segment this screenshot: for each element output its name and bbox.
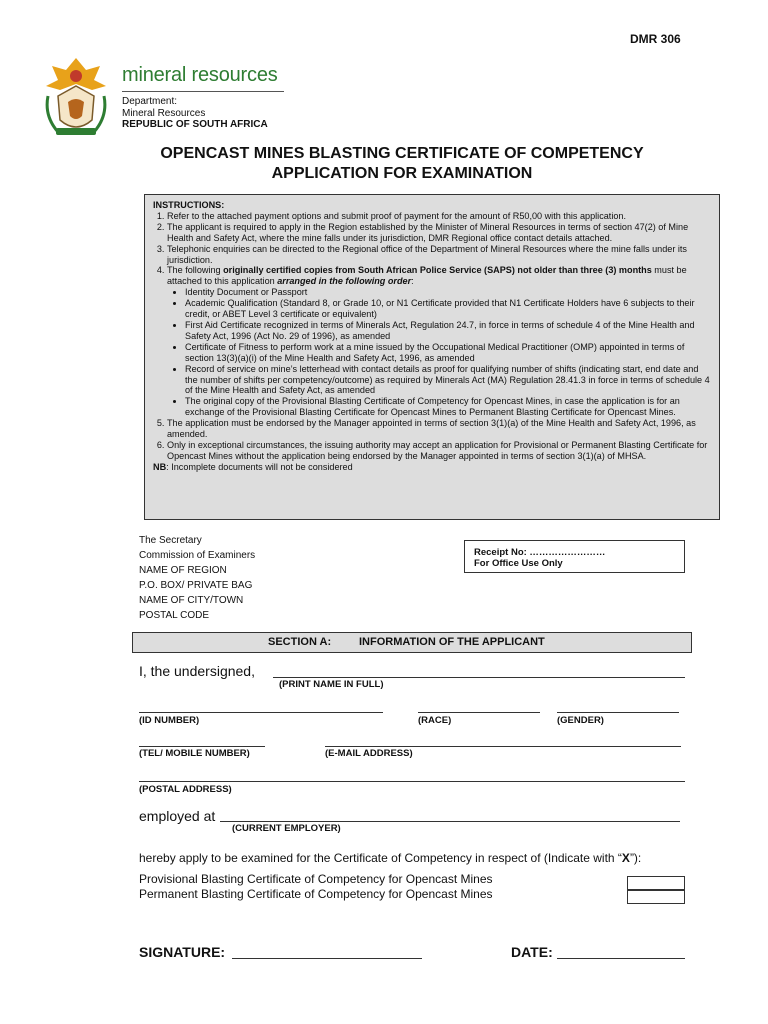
- employer-field[interactable]: [220, 821, 680, 822]
- email-caption: (E-MAIL ADDRESS): [325, 748, 413, 759]
- instruction-text: must be attached to this application: [167, 265, 687, 287]
- option-permanent: Permanent Blasting Certificate of Competency for Opencast Mines: [139, 887, 493, 901]
- instructions-box: [144, 194, 720, 520]
- receipt-box: [464, 540, 685, 573]
- id-number-field[interactable]: [139, 712, 383, 713]
- instruction-item: 1. Refer to the attached payment options and submit proof of payment for the amount of R50,00 with this application.: [167, 211, 711, 222]
- gender-caption: (GENDER): [557, 715, 604, 726]
- office-use-label: For Office Use Only: [474, 558, 563, 569]
- required-document: • Certificate of Fitness to perform work at a mine issued by the Occupational Medical Practitioner (OMP) appointed in terms of section 13(3)(a)(i) of the Mine Health and Safety Act, 1996, as amended: [185, 342, 711, 364]
- date-field[interactable]: [557, 958, 685, 959]
- address-line: NAME OF CITY/TOWN: [139, 595, 244, 606]
- required-document: • The original copy of the Provisional Blasting Certificate of Competency for Opencast Mines, in case the application is for an exchange of the Provisional Blasting Certificate for Opencast Mines to Permanent Blasting Certificate for Opencast Mines.: [185, 396, 711, 418]
- address-line: P.O. BOX/ PRIVATE BAG: [139, 580, 253, 591]
- tel-field[interactable]: [139, 746, 265, 747]
- department-block: [122, 96, 268, 131]
- employer-caption: (CURRENT EMPLOYER): [232, 823, 341, 834]
- postal-address-field[interactable]: [139, 781, 685, 782]
- nb-label: NB: [153, 461, 167, 472]
- race-field[interactable]: [418, 712, 540, 713]
- apply-text: hereby apply to be examined for the Certificate of Competency in respect of (Indicate with “: [139, 851, 622, 865]
- instruction-item: 3. Telephonic enquiries can be directed to the Regional office of the Department of Mineral Resources where the mine falls under its jurisdiction.: [167, 244, 711, 266]
- provisional-checkbox[interactable]: [627, 876, 685, 890]
- section-title: INFORMATION OF THE APPLICANT: [359, 636, 545, 648]
- instruction-text: :: [411, 276, 414, 287]
- form-title: OPENCAST MINES BLASTING CERTIFICATE OF COMPETENCY: [160, 145, 644, 162]
- instruction-item: 6. Only in exceptional circumstances, the issuing authority may accept an application for Provisional or Permanent Blasting Certificate for Opencast Mines without the application being endorsed by the Manager appointed in terms of section 3(1)(a) of MHSA.: [167, 440, 711, 462]
- instruction-item: 5. The application must be endorsed by the Manager appointed in terms of section 3(1)(a) of the Mine Health and Safety Act, 1996, as amended.: [167, 418, 711, 440]
- address-line: Commission of Examiners: [139, 550, 256, 561]
- recipient-address: [139, 533, 255, 623]
- instruction-item: [167, 265, 711, 418]
- required-document: • Identity Document or Passport: [185, 287, 711, 298]
- required-documents-list: [167, 287, 711, 418]
- nb-note: [153, 462, 711, 473]
- apply-statement: [139, 851, 641, 865]
- instruction-emphasis: originally certified copies from South African Police Service (SAPS) not older than three (3) months: [223, 265, 652, 276]
- email-field[interactable]: [325, 746, 681, 747]
- apply-mark: X: [621, 851, 630, 865]
- required-document: • Record of service on mine’s letterhead with contact details as proof for qualifying number of shifts (indicating start, end date and the number of shifts per competency/outcome) as required by Minerals Act (MA) Regulation 28.41.3 in force in terms of schedule 4 of the Mine Health and Safety Act, as amended: [185, 364, 711, 397]
- undersigned-label: I, the undersigned,: [139, 663, 255, 679]
- apply-text: ”):: [629, 851, 642, 865]
- permanent-checkbox[interactable]: [627, 890, 685, 904]
- full-name-caption: (PRINT NAME IN FULL): [279, 679, 384, 690]
- brand-name: mineral resources: [122, 64, 278, 86]
- instructions-heading: INSTRUCTIONS:: [153, 200, 225, 210]
- instruction-emphasis: arranged in the following order: [277, 276, 412, 287]
- nb-text: : Incomplete documents will not be considered: [166, 461, 353, 472]
- full-name-field[interactable]: [273, 677, 685, 678]
- dept-line: Mineral Resources: [122, 107, 206, 119]
- form-code: DMR 306: [630, 32, 681, 46]
- dept-country: REPUBLIC OF SOUTH AFRICA: [122, 119, 268, 130]
- receipt-number: Receipt No: ……………………: [474, 547, 606, 558]
- instruction-item: 2. The applicant is required to apply in the Region established by the Minister of Mineral Resources in terms of section 47(2) of Mine Health and Safety Act, where the mine falls under its jurisdiction, DMR Regional office contact details attached.: [167, 222, 711, 244]
- postal-address-caption: (POSTAL ADDRESS): [139, 784, 232, 795]
- required-document: • Academic Qualification (Standard 8, or Grade 10, or N1 Certificate provided that N1 Certificate Holders have 6 subjects to their credit, or ABET Level 3 certificate or equivalent): [185, 298, 711, 320]
- form-subtitle: APPLICATION FOR EXAMINATION: [271, 165, 533, 182]
- signature-label: SIGNATURE:: [139, 944, 226, 960]
- date-label: DATE:: [511, 944, 553, 960]
- address-line: The Secretary: [139, 535, 202, 546]
- address-line: POSTAL CODE: [139, 610, 210, 621]
- instruction-text: The following: [167, 265, 224, 276]
- brand-divider: [122, 91, 284, 92]
- gender-field[interactable]: [557, 712, 679, 713]
- required-document: • First Aid Certificate recognized in terms of Minerals Act, Regulation 24.7, in force in terms of schedule 4 of the Mine Health and Safety Act, 1996 (Act No. 29 of 1996), as amended: [185, 320, 711, 342]
- signature-field[interactable]: [232, 958, 422, 959]
- option-provisional: Provisional Blasting Certificate of Competency for Opencast Mines: [139, 872, 493, 886]
- race-caption: (RACE): [418, 715, 452, 726]
- id-number-caption: (ID NUMBER): [139, 715, 200, 726]
- tel-caption: (TEL/ MOBILE NUMBER): [139, 748, 250, 759]
- employed-at-label: employed at: [139, 808, 216, 824]
- coat-of-arms-logo: [42, 56, 110, 138]
- address-line: NAME OF REGION: [139, 565, 227, 576]
- instructions-list: [153, 211, 711, 462]
- certificate-options: [139, 872, 493, 902]
- section-a-header: [132, 632, 692, 653]
- section-label: SECTION A:: [268, 636, 332, 648]
- dept-line: Department:: [122, 96, 178, 107]
